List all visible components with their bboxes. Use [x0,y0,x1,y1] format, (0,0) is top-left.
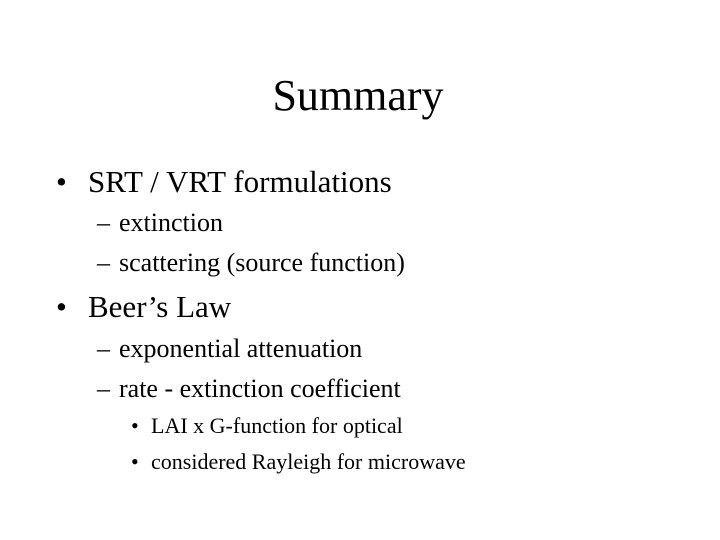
sub-item-exponential-attenuation [97,332,362,366]
dash-icon: – [97,374,110,403]
slide-title-text: Summary [272,71,444,120]
sub-item-label: extinction [119,208,223,237]
sub-sub-item-rayleigh [131,448,466,476]
bullet-icon: • [131,413,139,438]
slide-title [0,68,716,124]
dash-icon: – [97,334,110,363]
bullet-icon: • [56,164,67,199]
bullet-icon: • [131,449,139,474]
sub-sub-item-label: LAI x G-function for optical [151,413,403,438]
bullet-item-beers-law [56,287,231,327]
bullet-icon: • [56,289,67,324]
bullet-item-label: Beer’s Law [88,289,232,324]
sub-sub-item-label: considered Rayleigh for microwave [151,449,466,474]
sub-sub-item-lai [131,412,403,440]
bullet-item-label: SRT / VRT formulations [88,164,392,199]
bullet-item-srt-vrt [56,162,392,202]
sub-item-label: exponential attenuation [119,334,363,363]
sub-item-label: rate - extinction coefficient [119,374,401,403]
dash-icon: – [97,248,110,277]
sub-item-rate-extinction [97,372,401,406]
dash-icon: – [97,208,110,237]
sub-item-extinction [97,206,223,240]
sub-item-scattering [97,246,405,280]
sub-item-label: scattering (source function) [119,248,405,277]
